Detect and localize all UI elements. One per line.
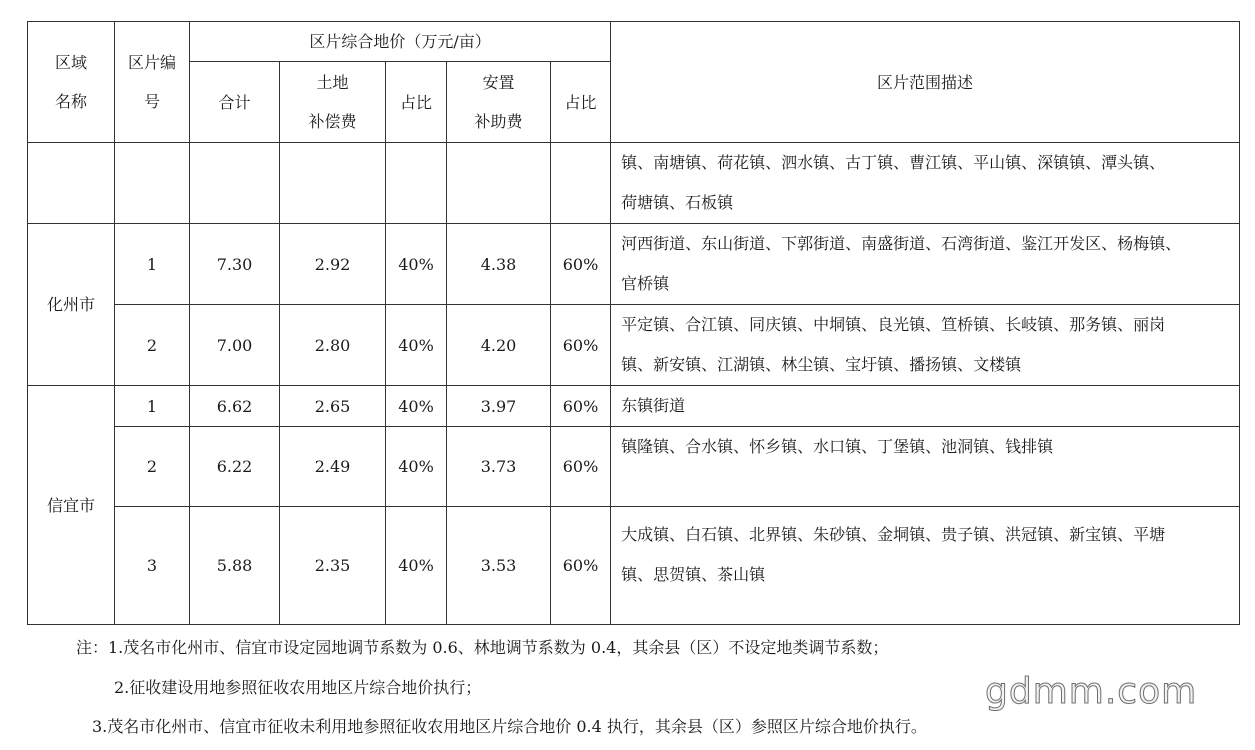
total-cell: 6.22 bbox=[190, 427, 280, 507]
resettle-cell: 4.38 bbox=[447, 224, 551, 305]
header-zone-no: 区片编 号 bbox=[115, 22, 190, 143]
scope-cell: 河西街道、东山街道、下郭街道、南盛街道、石湾街道、鉴江开发区、杨梅镇、 官桥镇 bbox=[611, 224, 1240, 305]
cont-cell bbox=[551, 143, 611, 224]
ratio-cell: 60% bbox=[551, 305, 611, 386]
total-cell: 5.88 bbox=[190, 507, 280, 625]
land-comp-cell: 2.35 bbox=[280, 507, 386, 625]
resettle-cell: 3.53 bbox=[447, 507, 551, 625]
zone-no-cell: 1 bbox=[115, 224, 190, 305]
ratio-cell: 40% bbox=[386, 224, 447, 305]
zone-no-cell: 2 bbox=[115, 427, 190, 507]
zone-no-cell: 1 bbox=[115, 386, 190, 427]
header-region: 区域 名称 bbox=[28, 22, 115, 143]
resettle-cell: 3.73 bbox=[447, 427, 551, 507]
land-comp-cell: 2.65 bbox=[280, 386, 386, 427]
watermark-logo: gdmm.com bbox=[985, 671, 1198, 712]
cont-cell bbox=[190, 143, 280, 224]
header-total: 合计 bbox=[190, 62, 280, 143]
table-row bbox=[28, 507, 1240, 625]
scope-cell: 东镇街道 bbox=[611, 386, 1240, 427]
table-row bbox=[28, 224, 1240, 305]
header-resettle: 安置 补助费 bbox=[447, 62, 551, 143]
scope-cell: 大成镇、白石镇、北界镇、朱砂镇、金垌镇、贵子镇、洪冠镇、新宝镇、平塘 镇、思贺镇、茶山镇 bbox=[611, 507, 1240, 625]
land-comp-cell: 2.80 bbox=[280, 305, 386, 386]
ratio-cell: 40% bbox=[386, 386, 447, 427]
cont-cell bbox=[447, 143, 551, 224]
ratio-cell: 40% bbox=[386, 427, 447, 507]
ratio-cell: 60% bbox=[551, 507, 611, 625]
footnote-1: 注：1.茂名市化州市、信宜市设定园地调节系数为 0.6、林地调节系数为 0.4，其余县（区）不设定地类调节系数； bbox=[76, 638, 889, 657]
header-scope: 区片范围描述 bbox=[611, 22, 1240, 143]
ratio-cell: 60% bbox=[551, 386, 611, 427]
zone-no-cell: 2 bbox=[115, 305, 190, 386]
land-price-table bbox=[27, 21, 1240, 625]
header-ratio-1: 占比 bbox=[386, 62, 447, 143]
footnote-2: 2.征收建设用地参照征收农用地区片综合地价执行； bbox=[114, 678, 482, 697]
table-row bbox=[28, 427, 1240, 507]
cont-cell bbox=[386, 143, 447, 224]
total-cell: 6.62 bbox=[190, 386, 280, 427]
table-row bbox=[28, 305, 1240, 386]
footnote-3: 3.茂名市化州市、信宜市征收未利用地参照征收农用地区片综合地价 0.4 执行，其余县（区）参照区片综合地价执行。 bbox=[92, 717, 927, 736]
region-cell: 化州市 bbox=[28, 224, 115, 386]
table-row bbox=[28, 386, 1240, 427]
total-cell: 7.30 bbox=[190, 224, 280, 305]
ratio-cell: 40% bbox=[386, 305, 447, 386]
scope-cell: 平定镇、合江镇、同庆镇、中垌镇、良光镇、笪桥镇、长岐镇、那务镇、丽岗 镇、新安镇、江湖镇、林尘镇、宝圩镇、播扬镇、文楼镇 bbox=[611, 305, 1240, 386]
header-land-comp: 土地 补偿费 bbox=[280, 62, 386, 143]
zone-no-cell: 3 bbox=[115, 507, 190, 625]
ratio-cell: 40% bbox=[386, 507, 447, 625]
scope-cell: 镇、南塘镇、荷花镇、泗水镇、古丁镇、曹江镇、平山镇、深镇镇、潭头镇、 荷塘镇、石板镇 bbox=[611, 143, 1240, 224]
ratio-cell: 60% bbox=[551, 427, 611, 507]
region-cell: 信宜市 bbox=[28, 386, 115, 625]
cont-cell bbox=[115, 143, 190, 224]
cont-region bbox=[28, 143, 115, 224]
land-comp-cell: 2.49 bbox=[280, 427, 386, 507]
land-comp-cell: 2.92 bbox=[280, 224, 386, 305]
resettle-cell: 4.20 bbox=[447, 305, 551, 386]
total-cell: 7.00 bbox=[190, 305, 280, 386]
resettle-cell: 3.97 bbox=[447, 386, 551, 427]
cont-cell bbox=[280, 143, 386, 224]
header-price-group: 区片综合地价（万元/亩） bbox=[190, 22, 611, 62]
header-ratio-2: 占比 bbox=[551, 62, 611, 143]
ratio-cell: 60% bbox=[551, 224, 611, 305]
scope-cell: 镇隆镇、合水镇、怀乡镇、水口镇、丁堡镇、池洞镇、钱排镇 bbox=[611, 427, 1240, 507]
